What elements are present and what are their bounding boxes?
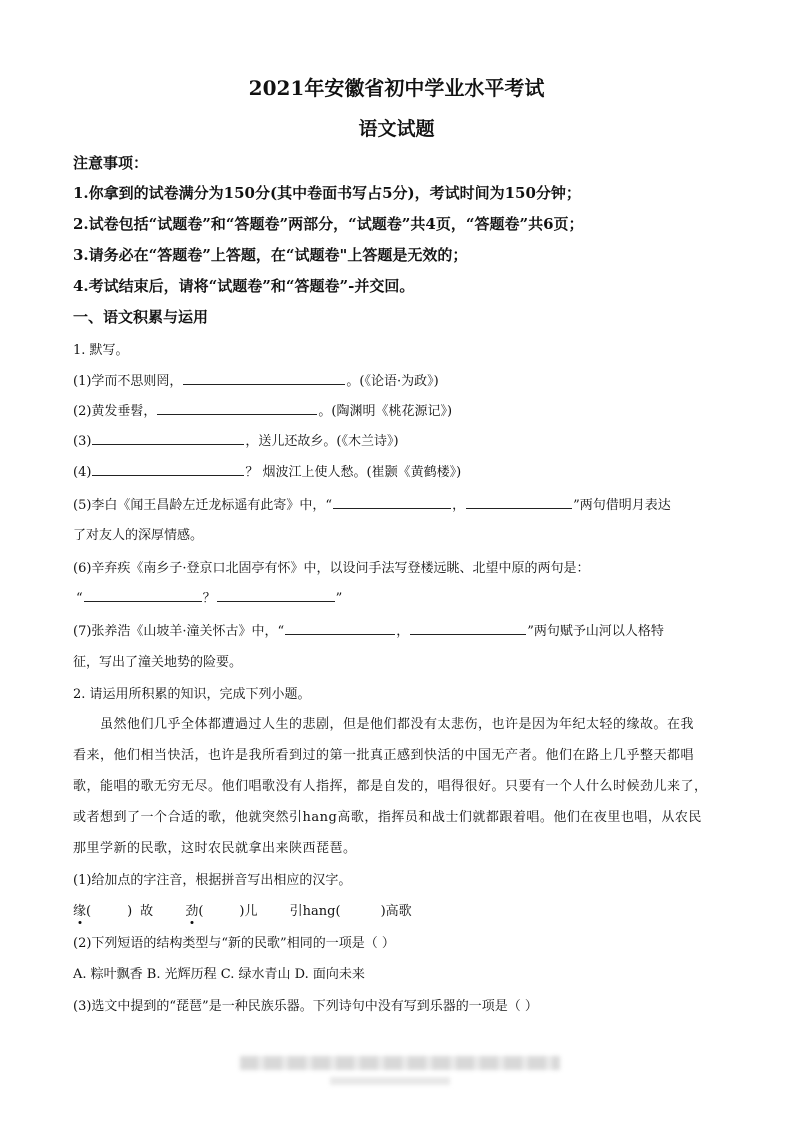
q1-item-2 bbox=[73, 400, 452, 419]
q2-sub-2: (2)下列短语的结构类型与“新的民歌”相同的一项是（ ） bbox=[73, 936, 395, 951]
q1-item-5-tail: ”两句借明月表达 bbox=[573, 498, 671, 513]
notice-item-3: 3.请务必在“答题卷”上答题，在“试题卷"上答题是无效的； bbox=[73, 246, 468, 264]
paren-open: ( bbox=[86, 904, 92, 919]
q1-item-3-text: (3) bbox=[73, 434, 92, 449]
section-heading: 一、语文积累与运用 bbox=[73, 308, 209, 326]
passage-line: 或者想到了一个合适的歌，他就突然引hang高歌，指挥员和战士们就都跟着唱。他们在夜里也唱，从农民 bbox=[73, 810, 702, 825]
answer-blank[interactable] bbox=[92, 431, 244, 445]
q1-item-3-source: ，送儿还故乡。(《木兰诗》) bbox=[245, 434, 399, 449]
q1-label: 1. 默写。 bbox=[73, 343, 129, 358]
q1-item-7-cont: 征，写出了潼关地势的险要。 bbox=[73, 655, 243, 670]
answer-blank[interactable] bbox=[217, 588, 335, 602]
q1-item-7-sep: ， bbox=[396, 624, 410, 639]
notice-heading: 注意事项： bbox=[73, 154, 149, 172]
q1-item-4-source: ？ 烟波江上使人愁。(崔颢《黄鹤楼》) bbox=[245, 465, 462, 480]
blurred-footer bbox=[240, 1056, 560, 1070]
passage-line: 歌，能唱的歌无穷无尽。他们唱歌没有人指挥，都是自发的，唱得很好。只要有一个人什么时候劲儿来了， bbox=[73, 779, 708, 794]
q1-item-4-text: (4) bbox=[73, 465, 92, 480]
q1-item-3 bbox=[73, 430, 399, 449]
notice-item-1: 1.你拿到的试卷满分为150分(其中卷面书写占5分)，考试时间为150分钟； bbox=[73, 184, 581, 202]
word-rest: 高歌 bbox=[385, 904, 412, 919]
paren-open: ( bbox=[198, 904, 204, 919]
answer-blank[interactable] bbox=[157, 401, 317, 415]
q1-item-1 bbox=[73, 370, 439, 389]
answer-blank[interactable] bbox=[466, 495, 572, 509]
word-rest: 故 bbox=[140, 904, 154, 919]
exam-title: 2021年安徽省初中学业水平考试 bbox=[248, 76, 545, 100]
answer-blank[interactable] bbox=[333, 495, 451, 509]
close-quote: ” bbox=[335, 591, 343, 606]
q1-item-2-text: (2)黄发垂髫， bbox=[73, 404, 157, 419]
q1-item-2-source: 。(陶渊明《桃花源记》) bbox=[318, 404, 453, 419]
q1-item-5 bbox=[73, 494, 671, 513]
q1-item-1-text: (1)学而不思则罔， bbox=[73, 374, 183, 389]
q2-sub-1: (1)给加点的字注音，根据拼音写出相应的汉字。 bbox=[73, 873, 352, 888]
dotted-char: 劲 bbox=[185, 904, 199, 919]
q1-item-7-tail: ”两句赋予山河以人格特 bbox=[527, 624, 664, 639]
q2-sub-3: (3)选文中提到的“琵琶”是一种民族乐器。下列诗句中没有写到乐器的一项是（ ） bbox=[73, 999, 538, 1014]
q1-item-4 bbox=[73, 461, 461, 480]
question-mark: ？ bbox=[202, 591, 216, 606]
blurred-footer-2 bbox=[330, 1077, 450, 1085]
word-rest: 儿 bbox=[244, 904, 258, 919]
q1-item-7 bbox=[73, 620, 664, 639]
q1-item-6-answer bbox=[76, 587, 342, 606]
notice-item-4: 4.考试结束后，请将“试题卷”和“答题卷”-并交回。 bbox=[73, 277, 415, 295]
pinyin-word: 引hang bbox=[289, 904, 336, 919]
paren-close: ) bbox=[127, 904, 133, 919]
q1-item-6: (6)辛弃疾《南乡子·登京口北固亭有怀》中，以设问手法写登楼远眺、北望中原的两句是： bbox=[73, 561, 590, 576]
q1-item-5-cont: 了对友人的深厚情感。 bbox=[73, 528, 204, 543]
q1-item-5-text: (5)李白《闻王昌龄左迁龙标遥有此寄》中，“ bbox=[73, 498, 333, 513]
q1-item-5-sep: ， bbox=[452, 498, 466, 513]
passage-line: 看来，他们相当快活，也许是我所看到过的第一批真正感到快活的中国无产者。他们在路上几乎整天都唱 bbox=[73, 748, 695, 763]
dotted-char: 缘 bbox=[73, 904, 87, 919]
q2-sub-2-options: A. 粽叶飘香 B. 光辉历程 C. 绿水青山 D. 面向未来 bbox=[73, 967, 365, 982]
notice-item-2: 2.试卷包括“试题卷”和“答题卷”两部分，“试题卷”共4页，“答题卷”共6页； bbox=[73, 215, 584, 233]
q1-item-1-source: 。(《论语·为政》) bbox=[346, 374, 439, 389]
answer-blank[interactable] bbox=[183, 371, 345, 385]
answer-blank[interactable] bbox=[410, 621, 526, 635]
paren-close: ) bbox=[239, 904, 245, 919]
pinyin-row bbox=[73, 900, 412, 919]
q2-label: 2. 请运用所积累的知识，完成下列小题。 bbox=[73, 687, 311, 702]
exam-subtitle: 语文试题 bbox=[358, 118, 435, 140]
answer-blank[interactable] bbox=[84, 588, 202, 602]
passage-line: 那里学新的民歌，这时农民就拿出来陕西琵琶。 bbox=[73, 841, 357, 856]
paren-close: ) bbox=[380, 904, 386, 919]
answer-blank[interactable] bbox=[285, 621, 395, 635]
q1-item-7-text: (7)张养浩《山坡羊·潼关怀古》中，“ bbox=[73, 624, 285, 639]
passage-line: 虽然他们几乎全体都遭過过人生的悲剧，但是他们都没有太悲伤，也许是因为年纪太轻的缘故。在我 bbox=[100, 717, 695, 732]
open-quote: “ bbox=[76, 591, 83, 606]
paren-open: ( bbox=[335, 904, 341, 919]
answer-blank[interactable] bbox=[92, 462, 244, 476]
